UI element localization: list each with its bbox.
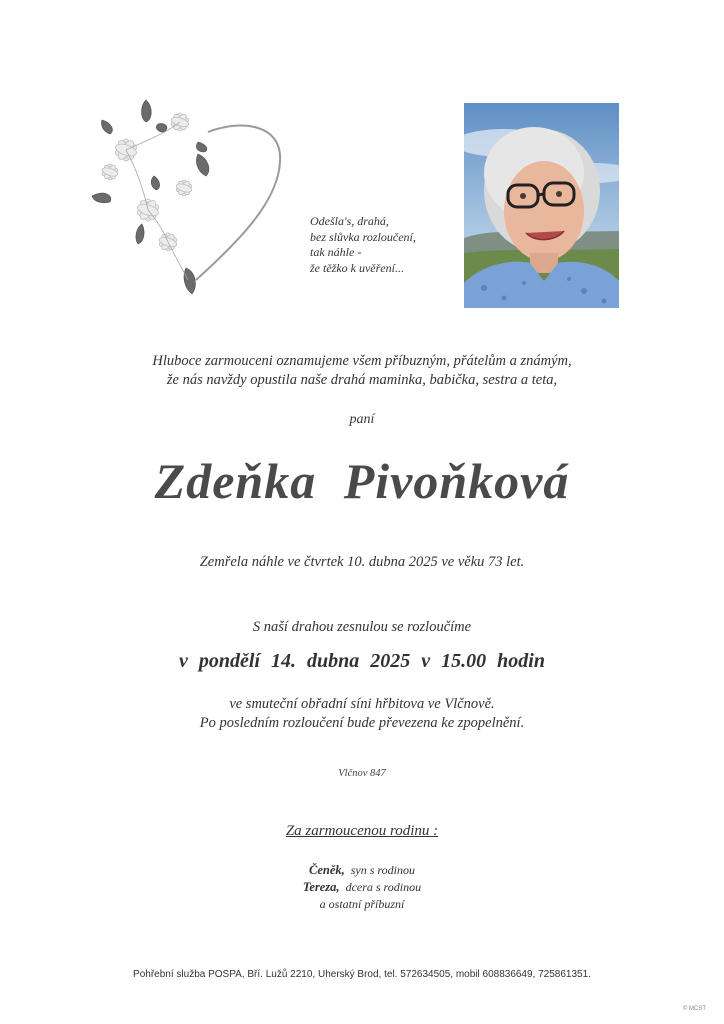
- family-others: a ostatní příbuzní: [319, 897, 405, 911]
- family-heading: Za zarmoucenou rodinu :: [285, 823, 439, 839]
- venue-line: ve smuteční obřadní síni hřbitova ve Vlčnově.: [229, 696, 495, 712]
- family-member: [0, 862, 724, 879]
- member-relation: dcera s rodinou: [345, 880, 422, 894]
- honorific: paní: [349, 412, 375, 427]
- farewell-datetime: v pondělí 14. dubna 2025 v 15.00 hodin: [179, 650, 545, 672]
- funeral-service-footer: Pohřební služba POSPA, Bří. Lužů 2210, Uherský Brod, tel. 572634505, mobil 608836649, 725861351.: [133, 969, 591, 980]
- poem-line: Odešla's, drahá,: [310, 214, 389, 228]
- farewell-venue: [0, 695, 724, 733]
- member-name: Čeněk,: [309, 863, 345, 877]
- member-name: Tereza,: [302, 880, 340, 894]
- floral-heart-decoration: [88, 92, 288, 302]
- deceased-name: Zdeňka Pivoňková: [154, 453, 570, 509]
- poem: [310, 214, 460, 276]
- portrait-photo: [464, 103, 619, 308]
- poem-line: tak náhle -: [310, 245, 362, 259]
- intro-line: že nás navždy opustila naše drahá maminka, babička, sestra a teta,: [166, 372, 558, 388]
- family-member: [0, 879, 724, 896]
- intro-line: Hluboce zarmouceni oznamujeme všem příbuzným, přátelům a známým,: [152, 353, 572, 369]
- announcement-intro: [0, 352, 724, 390]
- family-members: [0, 862, 724, 913]
- family-address: Vlčnov 847: [338, 768, 386, 779]
- death-info: Zemřela náhle ve čtvrtek 10. dubna 2025 ve věku 73 let.: [199, 554, 525, 570]
- farewell-intro: S naší drahou zesnulou se rozloučíme: [252, 619, 472, 635]
- venue-line: Po posledním rozloučení bude převezena ke zpopelnění.: [199, 715, 525, 731]
- poem-line: bez slůvka rozloučení,: [310, 229, 416, 244]
- poem-line: že těžko k uvěření...: [310, 260, 404, 275]
- member-relation: syn s rodinou: [350, 863, 415, 877]
- watermark: © MCST: [682, 1006, 706, 1012]
